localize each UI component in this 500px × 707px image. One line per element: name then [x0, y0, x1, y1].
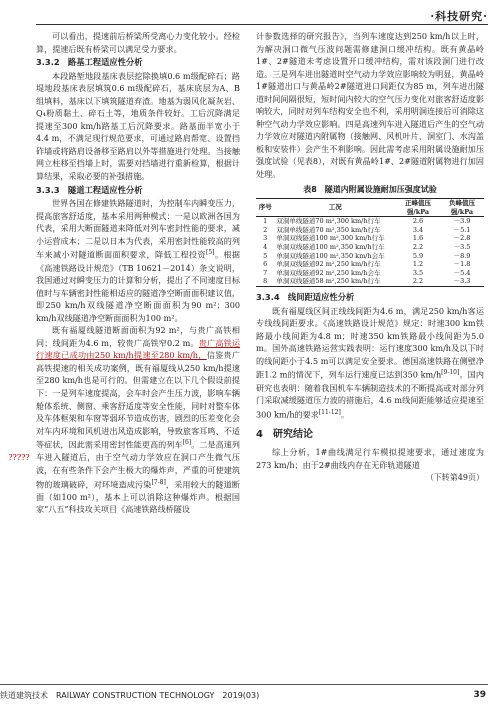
table-cell: －5.4 — [453, 268, 471, 277]
text: 。国内研究也表明：随着我国机车车辆制造技术的不断提高或对部分列门采取减缓隧道压力波的措施后，4.6 m线间距能够适应提速至300 km/h的要求 — [256, 370, 484, 420]
table-cell: 8 — [263, 277, 268, 286]
citation: [7-8] — [151, 478, 166, 486]
table-cell: 3.5 — [412, 268, 424, 277]
table-row — [256, 243, 484, 252]
text: 既有福厦线隧道断面面积为92 m²，与贵广高铁相同；线间距为4.6 m，较贵广高铁窄0.2 m。 — [36, 325, 240, 348]
footer-rule — [0, 684, 488, 685]
text: ，采用较大的隧道断面（如100 m²），基本上可以消除这种爆炸声。根据国家“八五”科技攻关项目《高速铁路线桥隧设 — [36, 479, 240, 515]
continued-note: （下转第49页） — [425, 472, 484, 482]
section-heading-3-3-3: 3.3.3 隧道工程适应性分析 — [36, 184, 143, 195]
table-cell: 2.6 — [412, 217, 424, 226]
journal-name: 铁道建筑技术 RAILWAY CONSTRUCTION TECHNOLOGY 2019(03) — [0, 691, 260, 700]
table-cell: 4 — [263, 243, 268, 252]
table-header-cell: 正峰值压强/kPa — [405, 199, 431, 216]
paragraph: 计参数选择的研究报告》，当列车速度达到250 km/h以上时，为解决洞口微气压波问题需修建洞口缓冲结构。既有黄晶岭1#、2#隧道未考虑设置开口缓冲结构，需对该段洞门进行改造。三是列车进出隧道时空气动力学效应影响较为明显，黄晶岭1#隧道出口与黄晶岭2#隧道进口间距仅为85 m，列车进出隧道时间间隔很短，短时间内较大的空气压力变化对旅客舒适度影响较大，同时对列车结构安全也不利，采用明洞连接后可消除这种空气动力学效应影响。四是高速列车进入隧道后产生的空气动力学效应对隧道内附属物（接触网、风机叶片、洞室门、水沟盖板和安装件）会产生不利影响。因此需考虑采用附属设施耐加压强度试验（见表8），对既有黄晶岭1#、2#隧道附属物进行加固处理。 — [256, 31, 484, 180]
table-caption: 表8 隧道内附属设施耐加压强度试验 — [303, 184, 437, 194]
paragraph: 本段路堑地段基床表层挖除换填0.6 m级配碎石；路堤地段基床表层填筑0.6 m级配碎石，基床底层为A、B组填料，基床以下填筑隧道弃渣。地基为弱风化凝灰岩、Q₄粉质黏土、碎石土等，地质条件较好。工后沉降满足提速至300 km/h路基工后沉降要求。路基面半宽小于4.4 m，不满足现行规范要求，可通过路肩帮宽、设置挡砟墙或将路肩设备移至路肩以外等措施进行处理。当接触网立柱移至挡墙上时，需要对挡墙进行重新检算，根据计算结果，采取必要的补强措施。 — [36, 70, 240, 182]
section-heading-4: 4 研究结论 — [256, 428, 313, 440]
text: 信鉴贵广高铁提速的相关成功案例，既有福厦线从250 km/h提速至280 km/h也是可行的。但需建立在以下几个假设前提下：一是列车速度提高，会车时会产生压力波，影响车辆舱体系统、侧窗、乘客舒适度等安全性能，同时对整车体及车体框架和车窗等弱环节造成伤害，剧烈的压差变化会对车内环境和风机进出风造成影响，导致旅客耳鸣、不适等症状，因此需采用密封性能更高的列车 — [36, 350, 240, 450]
table-cell: －8.9 — [453, 251, 471, 260]
table-cell: 2.2 — [412, 277, 424, 286]
table-cell: 单洞双线隧道100 m²,350 km/h会车 — [276, 251, 385, 260]
highlighted-text: 贵广高 — [198, 337, 224, 348]
table-cell: 2.2 — [412, 243, 424, 252]
table-cell: 2 — [263, 225, 268, 234]
paragraph: 可以看出，提速前后桥梁所受离心力变化较小。经检算，提速后既有桥梁可以满足受力要求。 — [36, 31, 240, 54]
table-cell: －3.5 — [453, 243, 471, 252]
section-heading-3-3-4: 3.3.4 线间距适应性分析 — [256, 292, 355, 303]
table-header-cell: 工况 — [328, 203, 342, 212]
section-header: ·科技研究· — [430, 10, 488, 23]
table-cell: －3.3 — [453, 277, 471, 286]
paragraph — [256, 305, 484, 421]
text: 。二是高速列车进入隧道后，由于空气动力学效应在洞口产生微气压波，在有些条件下会产生极大的爆炸声，严重的可使建筑物的玻璃破碎，对环境造成污染 — [36, 439, 240, 490]
paragraph — [36, 197, 240, 324]
table-cell: 7 — [263, 268, 268, 277]
table-cell: 3 — [263, 234, 268, 243]
page-footer — [0, 690, 486, 701]
table-cell: 5 — [263, 251, 268, 260]
table-header-cell: 序号 — [258, 203, 272, 212]
text: 既有福厦线区间正线线间距为4.6 m，满足250 km/h客运专线线间距要求。《高速铁路设计规范》规定：时速300 km铁路最小线间距为4.8 m；时速350 km铁路最小线间距为5.0 m。国外高速铁路运营实践表明：运行速度300 km/h及以下时的线间距小于4.5 m可以满足安全要求。德国高速铁路在侧壁净距1.2 m的情况下，列车运行速度已达到350 km/h — [256, 305, 484, 381]
table-cell: 1.6 — [412, 234, 424, 243]
text: 。 — [340, 409, 349, 420]
table-row — [256, 252, 484, 261]
left-column — [36, 30, 240, 516]
table-cell: －1.8 — [453, 260, 471, 269]
table-cell: －2.8 — [453, 234, 471, 243]
table-cell: 双洞单线隧道70 m²,300 km/h行车 — [276, 217, 381, 226]
table-cell: 6 — [263, 260, 268, 269]
table-cell: 单洞双线隧道92 m²,250 km/h行车 — [276, 260, 381, 269]
highlighted-text: 铁运行速度已成功由250 km/h提速至280 km/h， — [36, 337, 240, 361]
table-cell: 双洞单线隧道70 m²,350 km/h行车 — [276, 225, 381, 234]
table-cell: 单洞双线隧道100 m²,300 km/h行车 — [276, 234, 385, 243]
data-table — [256, 198, 484, 287]
table-cell: －3.9 — [453, 217, 471, 226]
table-cell: 单洞双线隧道58 m²,250 km/h行车 — [276, 277, 381, 286]
table-cell: 1.2 — [412, 260, 424, 269]
table-cell: 3.4 — [412, 225, 424, 234]
table-header-cell: 负峰值压强/kPa — [449, 199, 475, 216]
citation: [5] — [205, 249, 215, 257]
citation: [6] — [182, 439, 192, 447]
paragraph: 综上分析，1#曲线满足行车模拟提速要求，通过速度为273 km/h；由于2#曲线内存在无砟轨道隧道 — [256, 447, 484, 470]
citation: [9-10] — [441, 369, 460, 377]
table-cell: 5.9 — [412, 251, 424, 260]
text: 。根据《高速铁路设计规范》（TB 10621－2014）条文说明，我国通过对瞬变压力的计算和分析，提出了不同速度目标值时与车辆密封性能相适应的隧道净空断面面积建议值，即250 km/h双线隧道净空断面面积为90 m²；300 km/h双线隧道净空断面面积为100 m²。 — [36, 249, 240, 323]
table-row — [256, 260, 484, 269]
section-heading-3-3-2: 3.3.2 路基工程适应性分析 — [36, 57, 143, 68]
table-cell: 单洞双线隧道100 m²,350 km/h行车 — [276, 243, 385, 252]
table-cell: 单洞双线隧道92 m²,250 km/h会车 — [276, 268, 381, 277]
table-cell: 1 — [263, 217, 268, 226]
table-row — [256, 217, 484, 226]
table-header-row — [256, 199, 484, 217]
header-rule — [36, 24, 488, 25]
table-row — [256, 277, 484, 286]
table-row — [256, 234, 484, 243]
margin-annotation-mark: ????? — [8, 453, 30, 462]
page-number: 39 — [473, 690, 486, 700]
paragraph — [36, 324, 240, 516]
citation: [11-12] — [318, 408, 341, 416]
text: 世界各国在修建铁路隧道时，为控制车内瞬变压力，提高旅客舒适度，基本采用两种模式：一是以欧洲各国为代表，采用大断面隧道来降低对列车密封性能的要求，减小运营成本；二是以日本为代表，采用密封性能较高的列车来减小对隧道断面面积要求，降低工程投资 — [36, 198, 240, 260]
right-column — [256, 30, 484, 484]
table-cell: －5.1 — [453, 225, 471, 234]
